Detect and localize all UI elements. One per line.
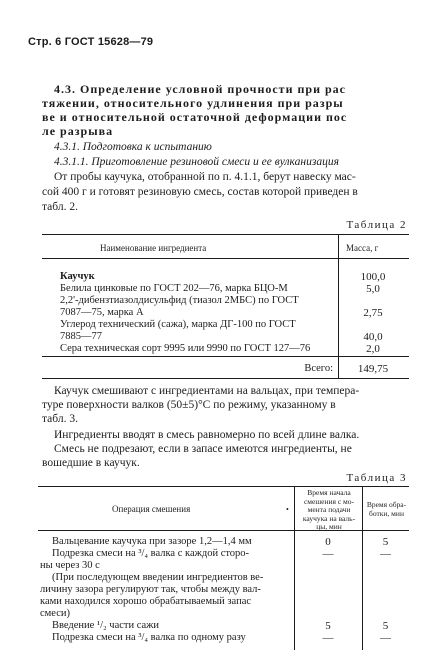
table2-row-value: 100,0 xyxy=(360,271,386,283)
para3-line-1: Ингредиенты вводят в смесь равномерно по всей длине валка. xyxy=(54,429,360,441)
table2-row-value: 2,0 xyxy=(366,343,380,355)
table3-row-start: — xyxy=(322,632,334,644)
table3-header-start xyxy=(296,489,362,532)
para3-line-3: вошедшие в каучук. xyxy=(42,457,140,469)
table2-row-value: 40,0 xyxy=(363,331,383,343)
table3-row-operation: Подрезка смеси на ³/₄ валка с каждой сторо- xyxy=(52,548,250,559)
table2-caption: Таблица 2 xyxy=(346,219,407,231)
table2-row-name: Каучук xyxy=(60,271,95,282)
table3-row-operation: личину зазора регулируют так, чтобы между вал- xyxy=(40,584,261,595)
table3-row-operation: (При последующем введении ингредиентов ве- xyxy=(52,572,264,583)
table2-row-name: 7087—75, марка А xyxy=(60,307,144,318)
table2-row-name: 2,2'-дибензтиазолдисульфид (тиазол 2МБС) по ГОСТ xyxy=(60,295,299,306)
para3-line-2: Смесь не подрезают, если в запасе имеются ингредиенты, не xyxy=(54,443,352,455)
header-duration-line: Время обра- xyxy=(366,500,407,509)
table3-row-duration: 5 xyxy=(382,620,389,632)
table2-row-name: Сера техническая сорт 9995 или 9990 по ГОСТ 127—76 xyxy=(60,343,311,354)
intro-line-3: табл. 2. xyxy=(42,201,78,213)
table3-row-operation: ками находился хорошо обрабатываемый запас xyxy=(40,596,252,607)
header-start-line: Время начала xyxy=(307,488,351,497)
table3-row-operation: Вальцевание каучука при зазоре 1,2—1,4 мм xyxy=(52,536,252,547)
table2-total-value: 149,75 xyxy=(357,363,389,375)
table3-row-start: 5 xyxy=(325,620,331,632)
intro-line-1: От пробы каучука, отобранной по п. 4.1.1, берут навеску мас- xyxy=(54,171,356,183)
header-start-line: смешения с мо- xyxy=(303,496,355,506)
table2-row-value: 5,0 xyxy=(366,283,380,295)
table3-header-operation: Операция смешения xyxy=(112,504,191,514)
table3-row-operation: Введение ¹/₂ части сажи xyxy=(52,620,160,631)
table2-total-rule xyxy=(42,356,409,357)
table3-row-duration: — xyxy=(380,548,391,560)
intro-line-2: сой 400 г и готовят резиновую смесь, состав которой приведен в xyxy=(42,186,358,198)
table2-total-label: Всего: xyxy=(304,363,333,374)
subsubsection-title: 4.3.1.1. Приготовление резиновой смеси и ее вулканизация xyxy=(54,156,339,168)
table2-row-name: Углерод технический (сажа), марка ДГ-100 по ГОСТ xyxy=(60,319,296,330)
table3-row-operation: ны через 30 с xyxy=(40,560,100,571)
para2-line-3: табл. 3. xyxy=(42,413,78,425)
table3-row-duration: 5 xyxy=(382,536,389,548)
table3-top-rule xyxy=(38,486,409,487)
page-header: Стр. 6 ГОСТ 15628—79 xyxy=(28,36,154,48)
table2-top-rule xyxy=(42,234,409,235)
para2-line-2: туре поверхности валков (50±5)°С по режиму, указанному в xyxy=(42,399,336,411)
table3-row-start: 0 xyxy=(325,536,331,548)
table3-header-duration xyxy=(364,500,409,518)
table3-row-operation: смеси) xyxy=(40,608,71,619)
table2-header-mass: Масса, г xyxy=(346,243,379,253)
table2-row-value: 2,75 xyxy=(363,307,383,319)
header-start-line: мента подачи xyxy=(307,505,351,514)
table3-row-operation: Подрезка смеси на ³/₄ валка по одному разу xyxy=(52,632,246,643)
subsection-title: 4.3.1. Подготовка к испытанию xyxy=(54,141,212,153)
table2-header-name: Наименование ингредиента xyxy=(100,243,207,253)
header-duration-line: ботки, мин xyxy=(369,509,404,518)
table3-row-start: — xyxy=(322,548,334,560)
pen-mark-icon: • xyxy=(286,505,289,514)
header-start-line: каучука на валь- xyxy=(302,513,356,523)
section-title-line-4: ле разрыва xyxy=(42,124,114,138)
table2-row-name: 7885—77 xyxy=(60,331,102,342)
table3-row-duration: — xyxy=(380,632,391,644)
table2-bottom-rule xyxy=(42,378,409,379)
header-start-line: цы, мин xyxy=(316,522,342,531)
section-title-line-3: ве и относительной остаточной деформации пос xyxy=(42,110,348,124)
para2-line-1: Каучук смешивают с ингредиентами на вальцах, при темпера- xyxy=(54,385,360,397)
section-title-line-2: тяжении, относительного удлинения при разры xyxy=(42,96,344,110)
table2-row-name: Белила цинковые по ГОСТ 202—76, марка БЦО-М xyxy=(60,283,288,294)
section-title-line-1: 4.3. Определение условной прочности при рас xyxy=(54,82,346,96)
table2-header-rule xyxy=(42,258,409,259)
table3-caption: Таблица 3 xyxy=(346,472,407,484)
